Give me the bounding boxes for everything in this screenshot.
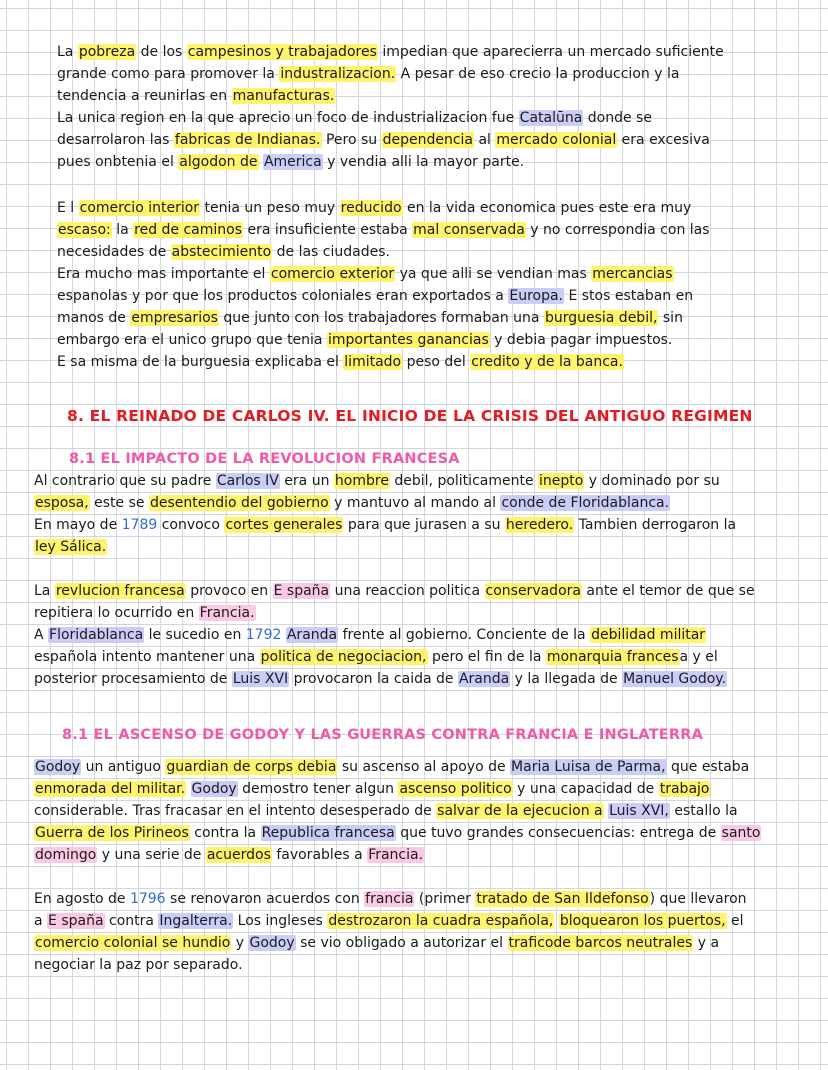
highlight-yellow: traficode barcos neutrales xyxy=(508,935,693,951)
text-run: española intento mantener una xyxy=(34,649,260,665)
highlight-blue: Europa. xyxy=(509,288,563,304)
highlight-blue: Luis XVI xyxy=(232,671,289,687)
text-line xyxy=(34,624,755,646)
highlight-yellow: revlucion francesa xyxy=(55,583,185,599)
highlight-yellow: mercancias xyxy=(592,266,673,282)
highlight-yellow: bloquearon los puertos, xyxy=(559,913,726,929)
text-run: era excesiva xyxy=(617,132,710,148)
text-run: y mantuvo al mando al xyxy=(329,495,501,511)
text-run: impedian que aparecierra un mercado suficiente xyxy=(377,44,724,60)
text-run: contra xyxy=(104,913,159,929)
highlight-blue: Godoy xyxy=(35,759,81,775)
text-run: embargo era el unico grupo que tenia xyxy=(57,332,327,348)
highlight-yellow: monarquia frances xyxy=(546,649,679,665)
text-line xyxy=(57,107,724,129)
text-run: Al contrario que su padre xyxy=(34,473,216,489)
text-run: una reaccion politica xyxy=(330,583,485,599)
text-run: de los xyxy=(136,44,187,60)
section-heading-8: 8. EL REINADO DE CARLOS IV. EL INICIO DE LA CRISIS DEL ANTIGUO REGIMEN xyxy=(67,407,753,425)
text-line xyxy=(34,602,755,624)
text-run: pero el fin de la xyxy=(427,649,546,665)
subsection-heading-godoy: 8.1 EL ASCENSO DE GODOY Y LAS GUERRAS CONTRA FRANCIA E INGLATERRA xyxy=(62,727,704,743)
highlight-yellow: ascenso politico xyxy=(399,781,512,797)
text-run: donde se xyxy=(583,110,652,126)
paragraph-commerce xyxy=(57,197,710,373)
highlight-yellow: politica de negociacion, xyxy=(260,649,427,665)
text-run: y una capacidad de xyxy=(512,781,659,797)
text-run: era un xyxy=(279,473,334,489)
highlight-yellow: conservadora xyxy=(485,583,581,599)
text-run: Tambien derrogaron la xyxy=(574,517,737,533)
text-run: Era mucho mas importante el xyxy=(57,266,270,282)
text-run: ya que alli se vendian mas xyxy=(395,266,592,282)
text-run: desarrolaron las xyxy=(57,132,174,148)
highlight-blue: Godoy xyxy=(249,935,295,951)
highlight-blue: Godoy xyxy=(191,781,237,797)
text-run: espanolas y por que los productos coloniales eran exportados a xyxy=(57,288,509,304)
text-run: favorables a xyxy=(271,847,368,863)
text-run xyxy=(186,781,190,797)
highlight-blue: Republica francesa xyxy=(261,825,395,841)
highlight-yellow: esposa, xyxy=(35,495,89,511)
highlight-yellow: red de caminos xyxy=(134,222,243,238)
highlight-yellow: enmorada del militar. xyxy=(35,781,186,797)
highlight-yellow: ley Sálica. xyxy=(35,539,107,555)
text-run: era insuficiente estaba xyxy=(243,222,413,238)
highlight-yellow: importantes ganancias xyxy=(327,332,489,348)
highlight-blue: Aranda xyxy=(286,627,338,643)
highlight-yellow: Guerra de los Pirineos xyxy=(35,825,189,841)
text-line xyxy=(57,351,710,373)
text-line xyxy=(34,778,761,800)
text-line xyxy=(57,329,710,351)
text-run: La xyxy=(34,583,55,599)
highlight-yellow: escaso: xyxy=(58,222,111,238)
highlight-blue: Ingalterra. xyxy=(159,913,233,929)
text-run: este se xyxy=(89,495,149,511)
text-run: Los ingleses xyxy=(233,913,328,929)
text-run: A xyxy=(34,627,49,643)
highlight-blue: Carlos IV xyxy=(216,473,279,489)
highlight-yellow: salvar de la ejecucion a xyxy=(437,803,603,819)
text-run: manos de xyxy=(57,310,131,326)
text-run: le sucedio en xyxy=(144,627,246,643)
text-run: para que jurasen a su xyxy=(343,517,505,533)
highlight-yellow: guardian de corps debia xyxy=(166,759,337,775)
highlight-yellow: pobreza xyxy=(78,44,136,60)
highlight-yellow: hombre xyxy=(334,473,389,489)
highlight-yellow: comercio interior xyxy=(79,200,200,216)
highlight-yellow: mal conservada xyxy=(413,222,525,238)
highlight-yellow: dependencia xyxy=(382,132,474,148)
text-run: contra la xyxy=(189,825,261,841)
text-run: el xyxy=(726,913,744,929)
highlight-blue: Maria Luisa de Parma, xyxy=(511,759,666,775)
text-run: de las ciudades. xyxy=(272,244,390,260)
highlight-yellow: destrozaron la cuadra española, xyxy=(328,913,554,929)
text-run: estallo la xyxy=(669,803,738,819)
highlight-yellow: credito y de la banca. xyxy=(471,354,623,370)
text-line xyxy=(34,514,736,536)
text-line xyxy=(34,888,747,910)
text-line xyxy=(34,822,761,844)
highlight-yellow: tratado de San Ildefonso xyxy=(476,891,649,907)
text-run: y una serie de xyxy=(97,847,206,863)
text-run: La xyxy=(57,44,78,60)
text-run: tendencia a reunirlas en xyxy=(57,88,232,104)
text-run: grande como para promover la xyxy=(57,66,280,82)
highlight-pink: francia xyxy=(365,891,414,907)
text-run: provocaron la caida de xyxy=(289,671,458,687)
text-run: se renovaron acuerdos con xyxy=(165,891,365,907)
text-line xyxy=(57,285,710,307)
text-run: La unica region en la que aprecio un foco de industrializacion fue xyxy=(57,110,519,126)
year-number: 1792 xyxy=(245,627,282,643)
text-run: a xyxy=(34,913,48,929)
text-run: en la vida economica pues este era muy xyxy=(402,200,692,216)
text-line xyxy=(34,756,761,778)
text-line xyxy=(34,910,747,932)
text-run: E stos estaban en xyxy=(564,288,694,304)
text-line xyxy=(34,954,747,976)
highlight-yellow: manufacturas. xyxy=(232,88,335,104)
text-run: pues onbtenia el xyxy=(57,154,179,170)
text-run: necesidades de xyxy=(57,244,171,260)
text-line xyxy=(57,307,710,329)
paragraph-revolution-reaction xyxy=(34,580,755,690)
text-run: un antiguo xyxy=(81,759,166,775)
highlight-yellow: abstecimiento xyxy=(171,244,272,260)
highlight-yellow: desentendio del gobierno xyxy=(149,495,329,511)
text-run: repitiera lo ocurrido en xyxy=(34,605,199,621)
text-run: y dominado por su xyxy=(584,473,720,489)
text-run: En mayo de xyxy=(34,517,122,533)
text-run: y no correspondia con las xyxy=(525,222,710,238)
text-run: negociar la paz por separado. xyxy=(34,957,243,973)
text-run: y vendia alli la mayor parte. xyxy=(322,154,525,170)
text-run: y xyxy=(231,935,249,951)
highlight-blue: Catalūna xyxy=(519,110,583,126)
text-run: al xyxy=(474,132,496,148)
highlight-yellow: heredero. xyxy=(505,517,574,533)
highlight-yellow: campesinos y trabajadores xyxy=(187,44,377,60)
text-run: E l xyxy=(57,200,79,216)
text-run: convoco xyxy=(157,517,225,533)
paragraph-carlos-iv xyxy=(34,470,736,558)
text-run: (primer xyxy=(414,891,476,907)
text-run: En agosto de xyxy=(34,891,130,907)
text-line xyxy=(57,263,710,285)
text-line xyxy=(34,492,736,514)
highlight-pink: E spaña xyxy=(48,913,104,929)
text-run: y a xyxy=(693,935,720,951)
paragraph-1796-agreements xyxy=(34,888,747,976)
text-run: ) que llevaron xyxy=(649,891,747,907)
text-line xyxy=(34,800,761,822)
highlight-yellow: debilidad militar xyxy=(591,627,706,643)
highlight-yellow: limitado xyxy=(344,354,402,370)
subsection-heading-french-revolution: 8.1 EL IMPACTO DE LA REVOLUCION FRANCESA xyxy=(69,451,460,467)
text-run: demostro tener algun xyxy=(237,781,399,797)
highlight-yellow: cortes generales xyxy=(225,517,343,533)
highlight-blue: Floridablanca xyxy=(49,627,144,643)
text-run: ante el temor de que se xyxy=(581,583,755,599)
paragraph-industrialization xyxy=(57,41,724,173)
text-run: a y el xyxy=(679,649,718,665)
text-line xyxy=(34,668,755,690)
highlight-blue: Aranda xyxy=(458,671,510,687)
text-line xyxy=(57,129,724,151)
text-run: y la llegada de xyxy=(510,671,623,687)
highlight-blue: conde de Floridablanca. xyxy=(501,495,670,511)
highlight-pink: santo xyxy=(721,825,761,841)
text-line xyxy=(34,932,747,954)
text-run: provoco en xyxy=(185,583,273,599)
highlight-yellow: industralizacion. xyxy=(280,66,396,82)
text-line xyxy=(57,151,724,173)
highlight-blue: Manuel Godoy. xyxy=(623,671,727,687)
highlight-yellow: acuerdos xyxy=(206,847,271,863)
text-line xyxy=(34,580,755,602)
highlight-yellow: inepto xyxy=(539,473,584,489)
text-line xyxy=(34,844,761,866)
paragraph-godoy xyxy=(34,756,761,866)
highlight-blue: Luis XVI, xyxy=(609,803,669,819)
highlight-yellow: comercio colonial se hundio xyxy=(35,935,231,951)
highlight-pink: Francia. xyxy=(368,847,424,863)
text-run: que tuvo grandes consecuencias: entrega de xyxy=(395,825,721,841)
text-run: posterior procesamiento de xyxy=(34,671,232,687)
text-run: sin xyxy=(658,310,683,326)
highlight-yellow: reducido xyxy=(340,200,402,216)
text-run: A pesar de eso crecio la produccion y la xyxy=(396,66,680,82)
highlight-yellow: comercio exterior xyxy=(270,266,395,282)
text-run: la xyxy=(111,222,134,238)
text-line xyxy=(34,646,755,668)
highlight-yellow: mercado colonial xyxy=(496,132,617,148)
text-line xyxy=(57,241,710,263)
text-line xyxy=(57,219,710,241)
text-run: E sa misma de la burguesia explicaba el xyxy=(57,354,344,370)
text-line xyxy=(57,197,710,219)
highlight-pink: E spaña xyxy=(273,583,330,599)
highlight-yellow: fabricas de Indianas. xyxy=(174,132,321,148)
text-run: considerable. Tras fracasar en el intento desesperado de xyxy=(34,803,437,819)
year-number: 1789 xyxy=(121,517,158,533)
highlight-pink: domingo xyxy=(35,847,97,863)
text-run: y debia pagar impuestos. xyxy=(489,332,673,348)
text-run: debil, politicamente xyxy=(389,473,539,489)
highlight-yellow: empresarios xyxy=(131,310,218,326)
highlight-blue: America xyxy=(263,154,322,170)
highlight-yellow: burguesia debil, xyxy=(544,310,658,326)
text-line xyxy=(57,41,724,63)
text-run: su ascenso al apoyo de xyxy=(337,759,511,775)
text-line xyxy=(34,536,736,558)
highlight-pink: Francia. xyxy=(199,605,255,621)
text-run: se vio obligado a autorizar el xyxy=(295,935,508,951)
text-run: frente al gobierno. Conciente de la xyxy=(338,627,591,643)
text-run: que junto con los trabajadores formaban una xyxy=(218,310,544,326)
text-run: que estaba xyxy=(666,759,750,775)
text-line xyxy=(57,63,724,85)
text-run: peso del xyxy=(402,354,471,370)
text-run: Pero su xyxy=(321,132,382,148)
text-line xyxy=(57,85,724,107)
text-line xyxy=(34,470,736,492)
text-run: tenia un peso muy xyxy=(200,200,340,216)
year-number: 1796 xyxy=(129,891,166,907)
highlight-yellow: trabajo xyxy=(659,781,710,797)
highlight-yellow: algodon de xyxy=(179,154,258,170)
